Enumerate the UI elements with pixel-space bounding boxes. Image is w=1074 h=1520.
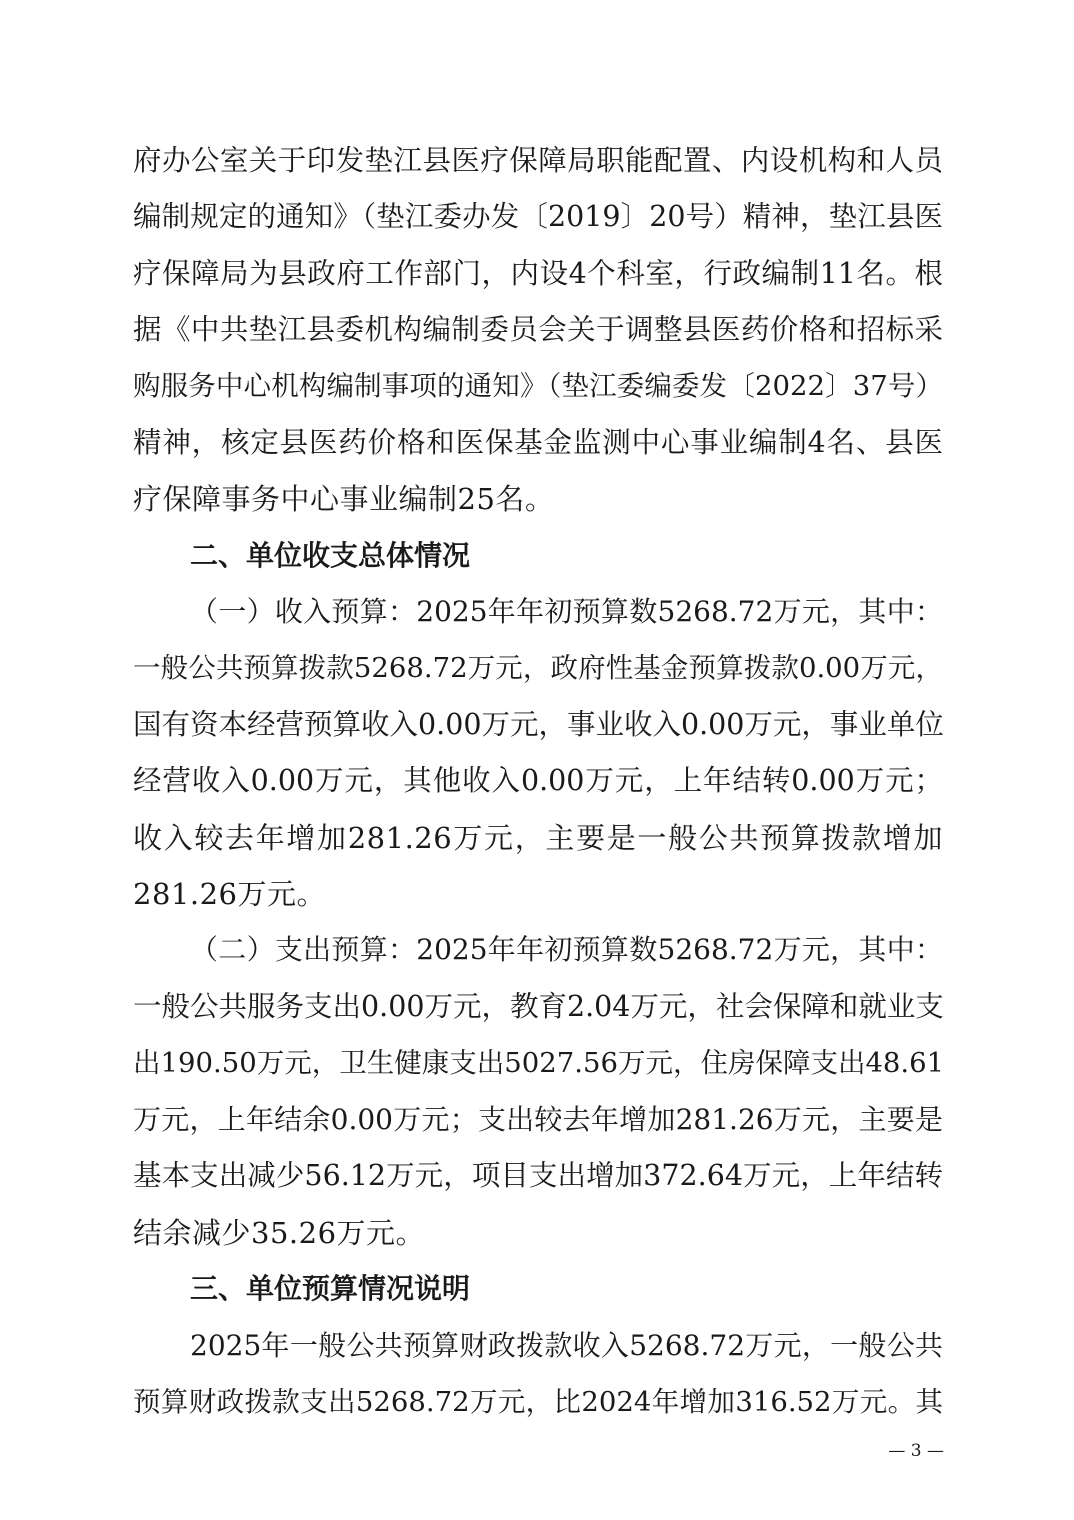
body-text-line: （二）支出预算：2025年年初预算数5268.72万元，其中：	[190, 933, 943, 966]
body-text-line: （一）收入预算：2025年年初预算数5268.72万元，其中：	[190, 595, 943, 628]
body-text-line: 国有资本经营预算收入0.00万元，事业收入0.00万元，事业单位	[133, 708, 944, 741]
body-text-line: 预算财政拨款支出5268.72万元，比2024年增加316.52万元。其	[133, 1386, 943, 1418]
body-text-line: 一般公共预算拨款5268.72万元，政府性基金预算拨款0.00万元，	[133, 652, 943, 684]
section-heading: 三、单位预算情况说明	[190, 1272, 471, 1305]
body-text-line: 编制规定的通知》（垫江委办发〔2019〕20号）精神，垫江县医	[133, 200, 943, 233]
section-heading: 二、单位收支总体情况	[190, 539, 471, 572]
body-text-line: 疗保障局为县政府工作部门，内设4个科室，行政编制11名。根	[133, 257, 943, 290]
body-text-line: 疗保障事务中心事业编制25名。	[133, 482, 555, 516]
body-text-line: 2025年一般公共预算财政拨款收入5268.72万元，一般公共	[190, 1329, 943, 1362]
body-text-line: 出190.50万元，卫生健康支出5027.56万元，住房保障支出48.61	[133, 1047, 945, 1079]
body-text-line: 购服务中心机构编制事项的通知》（垫江委编委发〔2022〕37号）	[133, 370, 943, 402]
body-text-line: 基本支出减少56.12万元，项目支出增加372.64万元，上年结转	[133, 1159, 943, 1192]
body-text-line: 据《中共垫江县委机构编制委员会关于调整县医药价格和招标采	[133, 313, 943, 346]
body-text-line: 经营收入0.00万元，其他收入0.00万元，上年结转0.00万元；	[133, 764, 943, 797]
body-text-line: 一般公共服务支出0.00万元，教育2.04万元，社会保障和就业支	[133, 990, 944, 1023]
body-text-line: 万元，上年结余0.00万元；支出较去年增加281.26万元，主要是	[133, 1103, 943, 1136]
body-text-line: 结余减少35.26万元。	[133, 1216, 426, 1250]
body-text-line: 府办公室关于印发垫江县医疗保障局职能配置、内设机构和人员	[133, 144, 943, 177]
page-number: — 3 —	[888, 1441, 944, 1461]
body-text-line: 收入较去年增加281.26万元，主要是一般公共预算拨款增加	[133, 821, 943, 855]
body-text-line: 精神，核定县医药价格和医保基金监测中心事业编制4名、县医	[133, 426, 943, 459]
body-text-line: 281.26万元。	[133, 877, 326, 911]
